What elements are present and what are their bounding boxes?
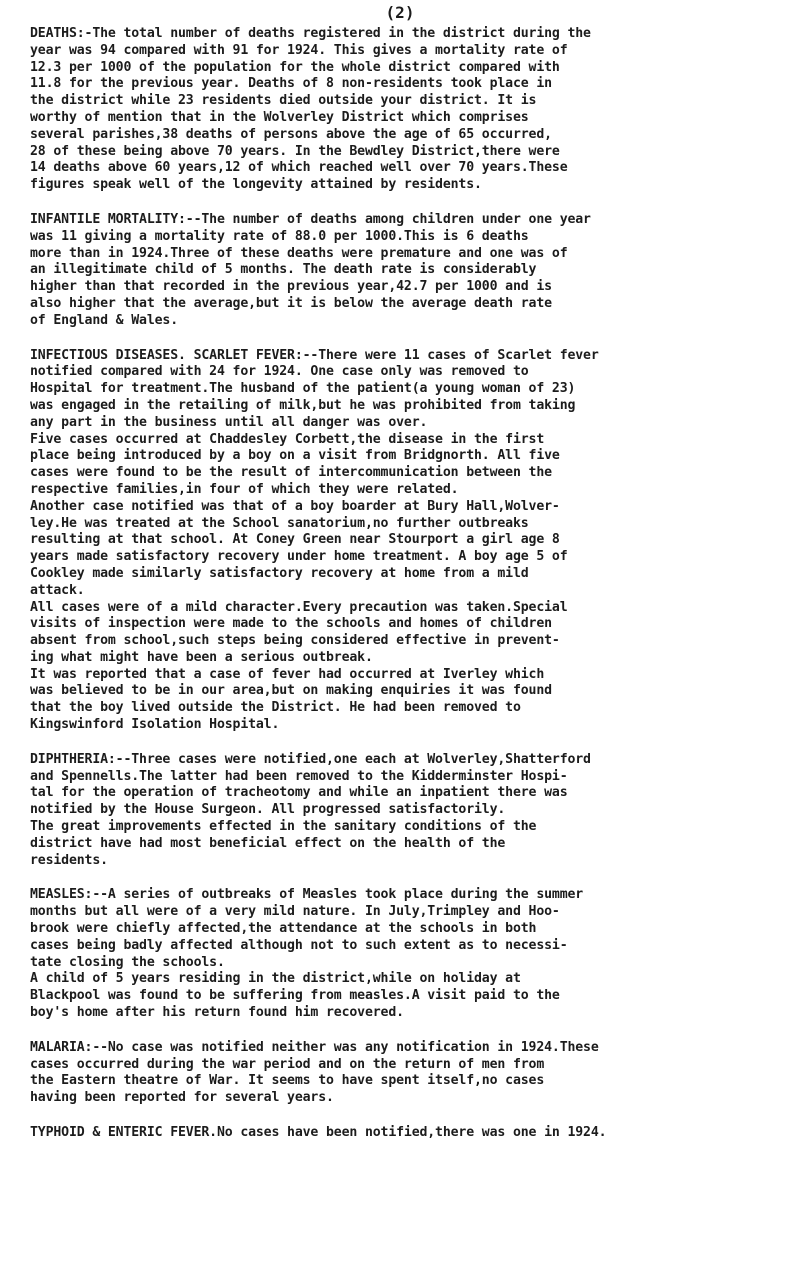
text-line: district have had most beneficial effect on the health of the (30, 835, 506, 851)
deaths-paragraph (30, 26, 790, 194)
text-line: having been reported for several years. (30, 1090, 334, 1106)
report-body (30, 26, 790, 1160)
typhoid-paragraph (30, 1125, 790, 1142)
text-line: boy's home after his return found him recovered. (30, 1005, 404, 1021)
text-line: higher than that recorded in the previous year,42.7 per 1000 and is (30, 279, 552, 295)
text-line: that the boy lived outside the District. He had been removed to (30, 700, 521, 716)
text-line: Kingswinford Isolation Hospital. (30, 717, 280, 733)
text-line: MALARIA:--No case was notified neither was any notification in 1924.These (30, 1039, 599, 1055)
text-line: MEASLES:--A series of outbreaks of Measles took place during the summer (30, 887, 584, 903)
text-line: notified by the House Surgeon. All progressed satisfactorily. (30, 802, 506, 818)
text-line: ley.He was treated at the School sanatorium,no further outbreaks (30, 515, 529, 531)
text-line: Five cases occurred at Chaddesley Corbett,the disease in the first (30, 431, 545, 447)
text-line: the district while 23 residents died outside your district. It is (30, 93, 537, 109)
text-line: INFANTILE MORTALITY:--The number of deaths among children under one year (30, 211, 591, 227)
text-line: any part in the business until all danger was over. (30, 414, 428, 430)
infantile-mortality-paragraph (30, 212, 790, 330)
text-line: tate closing the schools. (30, 954, 225, 970)
text-line: was believed to be in our area,but on making enquiries it was found (30, 683, 552, 699)
text-line: place being introduced by a boy on a visit from Bridgnorth. All five (30, 448, 560, 464)
text-line: was 11 giving a mortality rate of 88.0 per 1000.This is 6 deaths (30, 228, 529, 244)
text-line: respective families,in four of which they were related. (30, 481, 459, 497)
text-line: more than in 1924.Three of these deaths were premature and one was of (30, 245, 568, 261)
text-line: The great improvements effected in the sanitary conditions of the (30, 819, 537, 835)
text-line: and Spennells.The latter had been removed to the Kidderminster Hospi- (30, 768, 568, 784)
text-line: Another case notified was that of a boy boarder at Bury Hall,Wolver- (30, 498, 560, 514)
text-line: cases were found to be the result of intercommunication between the (30, 465, 552, 481)
diphtheria-paragraph (30, 752, 790, 870)
text-line: figures speak well of the longevity attained by residents. (30, 177, 482, 193)
text-line: DEATHS:-The total number of deaths registered in the district during the (30, 26, 591, 41)
text-line: year was 94 compared with 91 for 1924. This gives a mortality rate of (30, 42, 568, 58)
scarlet-fever-paragraph (30, 348, 790, 734)
text-line: several parishes,38 deaths of persons above the age of 65 occurred, (30, 126, 552, 142)
text-line: 28 of these being above 70 years. In the Bewdley District,there were (30, 143, 560, 159)
text-line: notified compared with 24 for 1924. One case only was removed to (30, 364, 529, 380)
text-line: worthy of mention that in the Wolverley District which comprises (30, 109, 529, 125)
text-line: A child of 5 years residing in the district,while on holiday at (30, 971, 521, 987)
measles-paragraph (30, 887, 790, 1021)
text-line: visits of inspection were made to the schools and homes of children (30, 616, 552, 632)
text-line: also higher that the average,but it is below the average death rate (30, 295, 552, 311)
text-line: TYPHOID & ENTERIC FEVER.No cases have been notified,there was one in 1924. (30, 1125, 607, 1141)
text-line: years made satisfactory recovery under home treatment. A boy age 5 of (30, 549, 568, 565)
text-line: brook were chiefly affected,the attendance at the schools in both (30, 921, 537, 937)
page-number: (2) (385, 3, 415, 22)
text-line: 14 deaths above 60 years,12 of which reached well over 70 years.These (30, 160, 568, 176)
text-line: resulting at that school. At Coney Green near Stourport a girl age 8 (30, 532, 560, 548)
text-line: It was reported that a case of fever had occurred at Iverley which (30, 666, 545, 682)
text-line: Hospital for treatment.The husband of the patient(a young woman of 23) (30, 381, 576, 397)
text-line: months but all were of a very mild nature. In July,Trimpley and Hoo- (30, 904, 560, 920)
text-line: residents. (30, 852, 108, 868)
text-line: an illegitimate child of 5 months. The death rate is considerably (30, 262, 537, 278)
text-line: DIPHTHERIA:--Three cases were notified,one each at Wolverley,Shatterford (30, 751, 591, 767)
text-line: attack. (30, 582, 85, 598)
text-line: the Eastern theatre of War. It seems to have spent itself,no cases (30, 1073, 545, 1089)
text-line: Blackpool was found to be suffering from measles.A visit paid to the (30, 988, 560, 1004)
malaria-paragraph (30, 1040, 790, 1107)
text-line: INFECTIOUS DISEASES. SCARLET FEVER:--There were 11 cases of Scarlet fever (30, 347, 599, 363)
text-line: cases occurred during the war period and on the return of men from (30, 1056, 545, 1072)
text-line: absent from school,such steps being considered effective in prevent- (30, 633, 560, 649)
text-line: Cookley made similarly satisfactory recovery at home from a mild (30, 565, 529, 581)
text-line: ing what might have been a serious outbreak. (30, 649, 373, 665)
text-line: tal for the operation of tracheotomy and while an inpatient there was (30, 785, 568, 801)
text-line: All cases were of a mild character.Every precaution was taken.Special (30, 599, 568, 615)
text-line: 11.8 for the previous year. Deaths of 8 non-residents took place in (30, 76, 552, 92)
text-line: was engaged in the retailing of milk,but he was prohibited from taking (30, 397, 576, 413)
text-line: 12.3 per 1000 of the population for the whole district compared with (30, 59, 560, 75)
text-line: cases being badly affected although not to such extent as to necessi- (30, 937, 568, 953)
text-line: of England & Wales. (30, 312, 179, 328)
